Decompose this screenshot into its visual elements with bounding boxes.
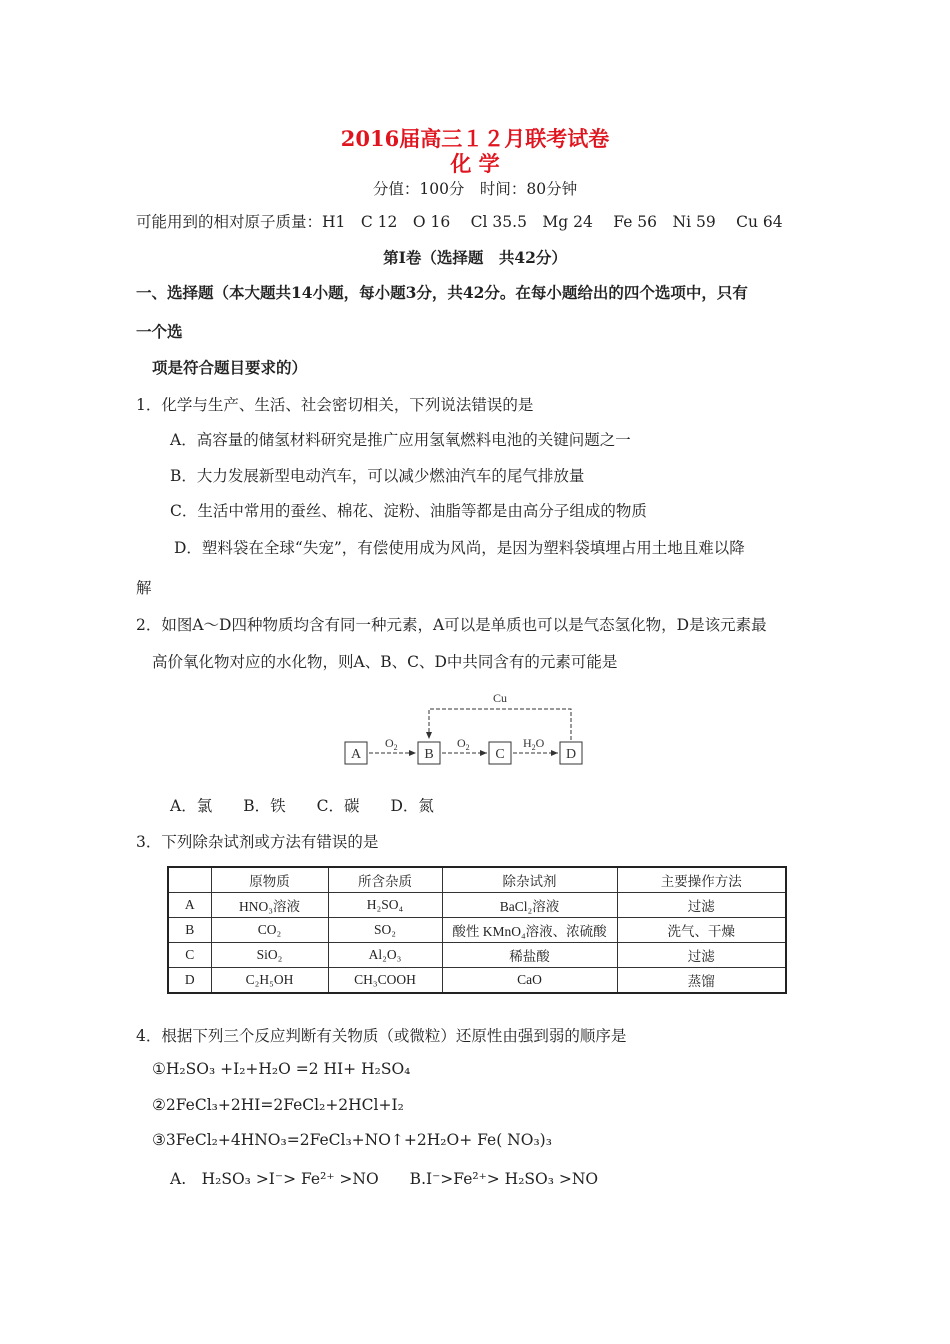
label-a: A [350,747,362,762]
table-cell: C₂H₅OH [211,968,328,994]
table-cell: SiO₂ [211,943,328,968]
section-instruction-cont: 一个选 [136,322,183,341]
header-cell: 原物质 [211,867,328,893]
table-row [168,968,786,994]
reagent-o2-1: $O_2$ [385,736,398,752]
volume-heading: 第Ⅰ卷（选择题 共42分） [383,248,567,267]
table-cell: SO₂ [328,918,442,943]
table-cell: 蒸馏 [617,968,786,994]
table-cell: 过滤 [617,893,786,918]
score-time: 分值：100分 时间：80分钟 [372,180,578,198]
table-row [168,943,786,968]
table-cell: Al₂O₃ [328,943,442,968]
header-cell: 所含杂质 [328,867,442,893]
table-cell: 过滤 [617,943,786,968]
table-cell: CO₂ [211,918,328,943]
q1-option-b: B．大力发展新型电动汽车，可以减少燃油汽车的尾气排放量 [170,467,585,485]
q4-reaction-1: ①H₂SO₃ +I₂+H₂O =2 HI+ H₂SO₄ [152,1060,411,1078]
header-cell: 主要操作方法 [617,867,786,893]
q1-option-d-cont: 解 [136,579,152,597]
q2-stem-cont: 高价氧化物对应的水化物，则A、B、C、D中共同含有的元素可能是 [152,653,618,671]
exam-title: 2016届高三１２月联考试卷 [340,126,610,151]
atomic-masses: 可能用到的相对原子质量：H1 C 12 O 16 Cl 35.5 Mg 24 Fe 56 Ni 59 Cu 64 [136,213,783,231]
table-row [168,918,786,943]
label-b: B [424,747,434,762]
section-instruction-cont2: 项是符合题目要求的） [152,358,308,377]
subject-title: 化 学 [450,151,500,176]
q2-options: A．氯 B．铁 C．碳 D．氮 [170,797,434,815]
q4-options: A. H₂SO₃ >I⁻> Fe²⁺ >NO B.I⁻>Fe²⁺> H₂SO₃ >NO [170,1170,599,1188]
table-cell: H₂SO₄ [328,893,442,918]
table-cell: B [168,918,211,943]
q1-option-a: A．高容量的储氢材料研究是推广应用氢氧燃料电池的关键问题之一 [170,431,631,449]
header-cell [168,867,211,893]
impurity-table [167,866,787,994]
table-cell: 酸性 KMnO₄溶液、浓硫酸 [442,918,617,943]
table-cell: A [168,893,211,918]
q4-reaction-3: ③3FeCl₂+4HNO₃=2FeCl₃+NO↑+2H₂O+ Fe( NO₃)₃ [152,1131,552,1149]
table-header-row [168,867,786,893]
q4-stem: 4．根据下列三个反应判断有关物质（或微粒）还原性由强到弱的顺序是 [136,1027,627,1045]
header-cell: 除杂试剂 [442,867,617,893]
reagent-cu: Cu [492,691,508,705]
reagent-o2-2: $O_2$ [457,736,470,752]
table-cell: CaO [442,968,617,994]
reagent-h2o: $H_2O$ [523,736,545,752]
q3-stem: 3．下列除杂试剂或方法有错误的是 [136,833,379,851]
q4-reaction-2: ②2FeCl₃+2HI=2FeCl₂+2HCl+I₂ [152,1096,404,1114]
q1-option-c: C．生活中常用的蚕丝、棉花、淀粉、油脂等都是由高分子组成的物质 [170,502,647,520]
reaction-diagram [330,685,600,770]
q1-option-d: D．塑料袋在全球“失宠”，有偿使用成为风尚，是因为塑料袋填埋占用土地且难以降 [174,539,745,557]
arrow-d-b [429,709,571,740]
label-c: C [495,747,505,762]
table-cell: C [168,943,211,968]
table-cell: HNO₃溶液 [211,893,328,918]
table-cell: CH₃COOH [328,968,442,994]
table-cell: 稀盐酸 [442,943,617,968]
q2-stem: 2．如图A～D四种物质均含有同一种元素，A可以是单质也可以是气态氢化物，D是该元素最 [136,616,767,634]
q1-stem: 1．化学与生产、生活、社会密切相关，下列说法错误的是 [136,396,534,414]
section-instruction: 一、选择题（本大题共14小题，每小题3分，共42分。在每小题给出的四个选项中，只有 [136,283,748,302]
table-cell: BaCl₂溶液 [442,893,617,918]
table-row [168,893,786,918]
table-cell: 洗气、干燥 [617,918,786,943]
table-cell: D [168,968,211,994]
label-d: D [565,747,577,762]
